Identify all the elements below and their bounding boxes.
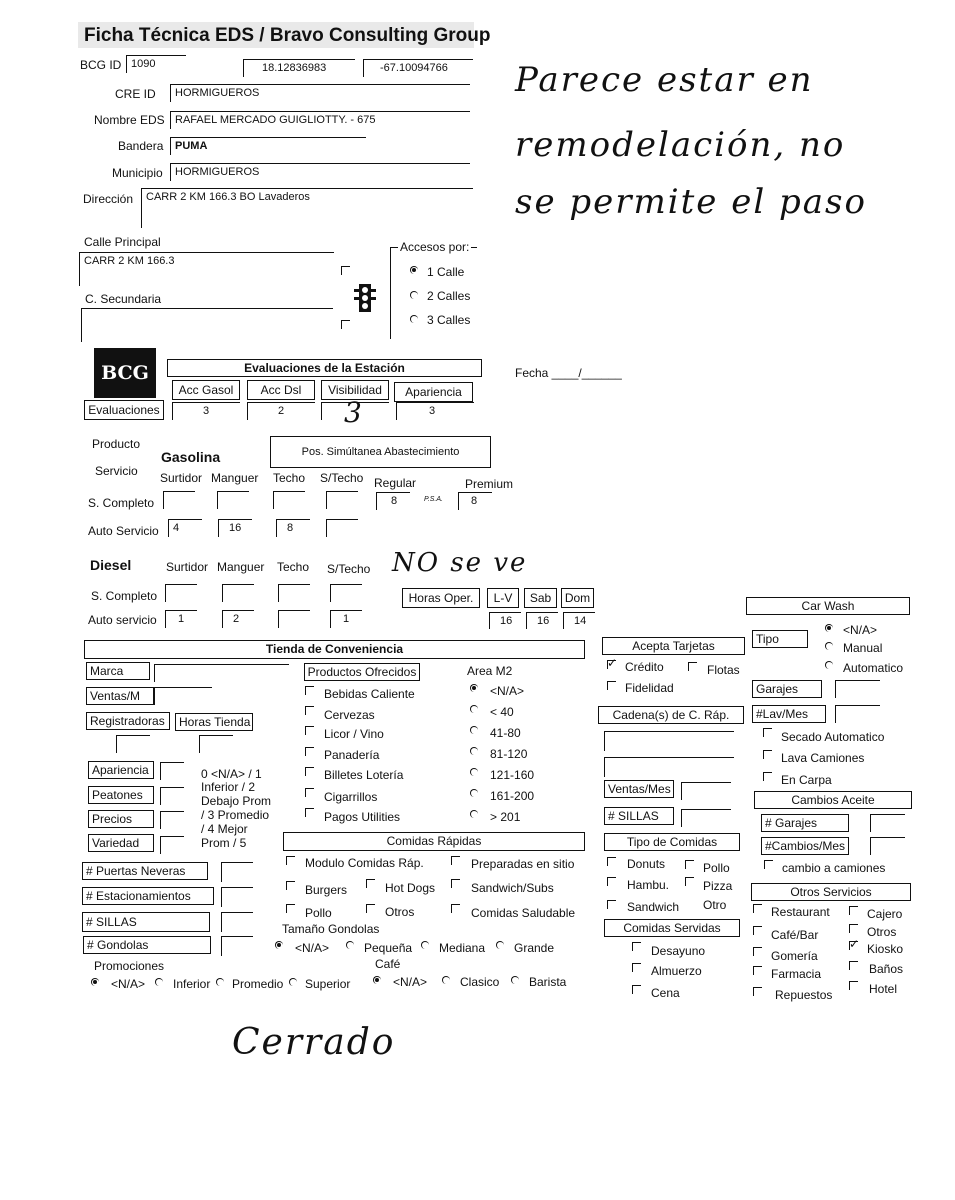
promo-superior-label: Superior bbox=[305, 977, 351, 991]
area-161-200-label: 161-200 bbox=[490, 789, 535, 803]
hambu-label: Hambu. bbox=[627, 878, 670, 892]
cajero-label: Cajero bbox=[867, 907, 903, 921]
gas-as-surtidor[interactable]: 4 bbox=[168, 519, 202, 537]
licor-label: Licor / Vino bbox=[324, 727, 384, 741]
bebidas-label: Bebidas Caliente bbox=[324, 687, 415, 701]
flotas-check[interactable] bbox=[688, 662, 697, 671]
rating-legend-5: / 4 Mejor bbox=[201, 822, 248, 836]
hotdogs-check[interactable] bbox=[366, 879, 375, 888]
diesel-as-manguer[interactable]: 2 bbox=[222, 610, 254, 628]
cigarrillos-check[interactable] bbox=[305, 788, 314, 797]
lav-mes-field[interactable] bbox=[835, 705, 880, 723]
latitude-field[interactable]: 18.12836983 bbox=[243, 59, 355, 77]
cambio-camiones-check[interactable] bbox=[764, 860, 773, 869]
horas-tienda-field[interactable] bbox=[199, 735, 233, 753]
gondola-mediana-label: Mediana bbox=[439, 941, 486, 955]
cadena-field-1[interactable] bbox=[604, 731, 734, 751]
longitude-field[interactable]: -67.10094766 bbox=[363, 59, 473, 77]
gas-col-manguer: Manguer bbox=[211, 471, 259, 485]
saludable-check[interactable] bbox=[451, 904, 460, 913]
bcg-id-label: BCG ID bbox=[80, 58, 122, 72]
donuts-label: Donuts bbox=[627, 857, 666, 871]
diesel-handwritten-note: NO se ve bbox=[392, 548, 528, 578]
regular-label: Regular bbox=[374, 476, 417, 490]
lav-mes-label: #Lav/Mes bbox=[752, 705, 826, 723]
eval-apariencia-value[interactable]: 3 bbox=[396, 402, 474, 420]
apariencia-field[interactable] bbox=[160, 762, 184, 780]
pizza-check[interactable] bbox=[685, 877, 694, 886]
gas-col-stecho: S/Techo bbox=[320, 471, 364, 485]
cr-sillas-label: # SILLAS bbox=[604, 807, 674, 825]
garajes-field[interactable] bbox=[835, 680, 880, 698]
area-121-160-label: 121-160 bbox=[490, 768, 535, 782]
area-81-120-radio[interactable] bbox=[470, 747, 478, 755]
tienda-title: Tienda de Conveniencia bbox=[84, 640, 585, 659]
gondola-na-label: <N/A> bbox=[295, 941, 330, 955]
calle-principal-field[interactable]: CARR 2 KM 166.3 bbox=[79, 252, 334, 286]
modulo-comidas-check[interactable] bbox=[286, 856, 295, 865]
diesel-col-surtidor: Surtidor bbox=[166, 560, 209, 574]
area-40-radio[interactable] bbox=[470, 705, 478, 713]
secado-check[interactable] bbox=[763, 728, 772, 737]
bandera-field[interactable]: PUMA bbox=[170, 137, 366, 155]
loteria-label: Billetes Lotería bbox=[324, 768, 404, 782]
car-wash-tipo: Tipo bbox=[752, 630, 808, 648]
direccion-label: Dirección bbox=[83, 192, 134, 206]
car-wash-auto-label: Automatico bbox=[843, 661, 904, 675]
promo-na-radio[interactable] bbox=[91, 978, 99, 986]
cadena-field-2[interactable] bbox=[604, 757, 734, 777]
pollo-label: Pollo bbox=[305, 906, 332, 920]
ventas-m-label: Ventas/M bbox=[86, 687, 154, 705]
car-wash-auto-radio[interactable] bbox=[825, 661, 833, 669]
comidas-rapidas-title: Comidas Rápidas bbox=[283, 832, 585, 851]
area-81-120-label: 81-120 bbox=[490, 747, 528, 761]
gas-as-stecho[interactable] bbox=[326, 519, 358, 537]
bcg-logo: BCG bbox=[94, 348, 156, 398]
lava-camiones-label: Lava Camiones bbox=[781, 751, 865, 765]
burgers-check[interactable] bbox=[286, 881, 295, 890]
repuestos-check[interactable] bbox=[753, 987, 762, 996]
hambu-check[interactable] bbox=[607, 877, 616, 886]
gomeria-label: Gomería bbox=[771, 949, 818, 963]
horas-oper-header: Horas Oper. bbox=[402, 588, 480, 608]
gas-s-completo-label: S. Completo bbox=[88, 496, 155, 510]
otros-comidas-label: Otros bbox=[385, 905, 415, 919]
en-carpa-label: En Carpa bbox=[781, 773, 832, 787]
burgers-label: Burgers bbox=[305, 883, 348, 897]
cre-id-label: CRE ID bbox=[115, 87, 156, 101]
gas-as-techo[interactable]: 8 bbox=[276, 519, 310, 537]
area-m2-title: Area M2 bbox=[467, 664, 513, 678]
sandwich-check[interactable] bbox=[451, 879, 460, 888]
almuerzo-check[interactable] bbox=[632, 963, 641, 972]
banos-label: Baños bbox=[869, 962, 904, 976]
diesel-sc-techo[interactable] bbox=[278, 584, 310, 602]
traffic-light-icon bbox=[353, 283, 377, 313]
bebidas-check[interactable] bbox=[305, 686, 314, 695]
horas-dom-header: Dom bbox=[561, 588, 594, 608]
cr-sillas-field[interactable] bbox=[681, 809, 731, 827]
calle-secundaria-label: C. Secundaria bbox=[85, 292, 162, 306]
area-201-label: > 201 bbox=[490, 810, 521, 824]
diesel-sc-manguer[interactable] bbox=[222, 584, 254, 602]
gas-col-surtidor: Surtidor bbox=[160, 471, 203, 485]
calle-principal-label: Calle Principal bbox=[84, 235, 161, 249]
cambios-aceite-title: Cambios Aceite bbox=[754, 791, 912, 809]
lava-camiones-check[interactable] bbox=[763, 750, 772, 759]
eval-acc-gasol-value[interactable]: 3 bbox=[172, 402, 240, 420]
cambios-mes-field[interactable] bbox=[870, 837, 905, 855]
diesel-col-stecho: S/Techo bbox=[327, 562, 371, 576]
estacionamientos-field[interactable] bbox=[221, 887, 253, 907]
cervezas-check[interactable] bbox=[305, 706, 314, 715]
cadena-title: Cadena(s) de C. Ráp. bbox=[598, 706, 744, 724]
cafe-barista-label: Barista bbox=[529, 975, 567, 989]
eval-header-apariencia: Apariencia bbox=[394, 382, 473, 402]
marca-field[interactable] bbox=[154, 664, 289, 682]
cafe-clasico-radio[interactable] bbox=[442, 976, 450, 984]
fecha-label: Fecha ____/______ bbox=[515, 366, 622, 380]
puertas-neveras-label: # Puertas Neveras bbox=[82, 862, 208, 880]
variedad-label: Variedad bbox=[88, 834, 154, 852]
eval-header-visibilidad: Visibilidad bbox=[321, 380, 389, 400]
fidelidad-label: Fidelidad bbox=[625, 681, 674, 695]
bandera-label: Bandera bbox=[118, 139, 164, 153]
pos-simultanea-header: Pos. Simúltanea Abastecimiento bbox=[270, 436, 491, 468]
cafe-bar-check[interactable] bbox=[753, 926, 762, 935]
almuerzo-label: Almuerzo bbox=[651, 964, 702, 978]
desayuno-label: Desayuno bbox=[651, 944, 706, 958]
cafe-clasico-label: Clasico bbox=[460, 975, 500, 989]
otros-servicios-title: Otros Servicios bbox=[751, 883, 911, 901]
pollo-tipo-check[interactable] bbox=[685, 860, 694, 869]
cafe-bar-label: Café/Bar bbox=[771, 928, 819, 942]
gas-sc-surtidor[interactable] bbox=[163, 491, 195, 509]
gondolas-label: # Gondolas bbox=[83, 936, 211, 954]
evaluaciones-button[interactable]: Evaluaciones bbox=[84, 400, 164, 420]
car-wash-na-radio[interactable] bbox=[825, 624, 833, 632]
promo-superior-radio[interactable] bbox=[289, 978, 297, 986]
premium-label: Premium bbox=[465, 477, 514, 491]
diesel-s-completo-label: S. Completo bbox=[91, 589, 158, 603]
promo-na-label: <N/A> bbox=[111, 977, 146, 991]
donuts-check[interactable] bbox=[607, 857, 616, 866]
accesos-3-label: 3 Calles bbox=[427, 313, 471, 327]
farmacia-check[interactable] bbox=[753, 966, 762, 975]
sillas-label: # SILLAS bbox=[82, 912, 210, 932]
preparadas-check[interactable] bbox=[451, 856, 460, 865]
area-41-80-radio[interactable] bbox=[470, 726, 478, 734]
apariencia-label: Apariencia bbox=[88, 761, 154, 779]
banos-check[interactable] bbox=[849, 961, 858, 970]
gas-sc-manguer[interactable] bbox=[217, 491, 249, 509]
pollo-tipo-label: Pollo bbox=[703, 861, 730, 875]
eval-acc-dsl-value[interactable]: 2 bbox=[247, 402, 315, 420]
sillas-field[interactable] bbox=[221, 912, 253, 932]
credito-check[interactable] bbox=[607, 660, 616, 669]
servicio-label: Servicio bbox=[95, 464, 138, 478]
accesos-title: Accesos por: bbox=[400, 240, 470, 254]
sandwich-tipo-check[interactable] bbox=[607, 900, 616, 909]
psa-note: P.S.A. bbox=[424, 496, 443, 503]
nombre-eds-field[interactable]: RAFAEL MERCADO GUIGLIOTTY. - 675 bbox=[170, 111, 470, 129]
utilities-check[interactable] bbox=[305, 808, 314, 817]
rating-legend-1: 0 <N/A> / 1 bbox=[201, 767, 262, 781]
gondola-mediana-radio[interactable] bbox=[421, 941, 429, 949]
gondola-grande-radio[interactable] bbox=[496, 941, 504, 949]
farmacia-label: Farmacia bbox=[771, 967, 822, 981]
regular-value[interactable]: 8 bbox=[376, 492, 410, 510]
promo-inferior-label: Inferior bbox=[173, 977, 211, 991]
restaurant-check[interactable] bbox=[753, 904, 762, 913]
gas-col-techo: Techo bbox=[273, 471, 306, 485]
utilities-label: Pagos Utilities bbox=[324, 810, 401, 824]
diesel-col-techo: Techo bbox=[277, 560, 310, 574]
cre-id-field[interactable]: HORMIGUEROS bbox=[170, 84, 470, 102]
accesos-2-label: 2 Calles bbox=[427, 289, 471, 303]
otros-check[interactable] bbox=[849, 924, 858, 933]
modulo-comidas-label: Modulo Comidas Ráp. bbox=[305, 856, 424, 870]
handwritten-note-line1: Parece estar en bbox=[515, 60, 814, 100]
car-wash-manual-radio[interactable] bbox=[825, 642, 833, 650]
kiosko-check[interactable] bbox=[849, 941, 858, 950]
tipo-comidas-title: Tipo de Comidas bbox=[604, 833, 740, 851]
cambios-garajes-field[interactable] bbox=[870, 814, 905, 832]
secado-label: Secado Automatico bbox=[781, 730, 885, 744]
hotel-check[interactable] bbox=[849, 981, 858, 990]
car-wash-na-label: <N/A> bbox=[843, 623, 878, 637]
estacionamientos-label: # Estacionamientos bbox=[82, 887, 214, 905]
handwritten-note-line3: se permite el paso bbox=[515, 182, 867, 222]
accesos-1-label: 1 Calle bbox=[427, 265, 465, 279]
kiosko-label: Kiosko bbox=[867, 942, 904, 956]
licor-check[interactable] bbox=[305, 726, 314, 735]
repuestos-label: Repuestos bbox=[775, 988, 833, 1002]
horas-tienda-label: Horas Tienda bbox=[175, 713, 253, 731]
nombre-eds-label: Nombre EDS bbox=[94, 113, 165, 127]
gondolas-field[interactable] bbox=[221, 936, 253, 956]
cafe-title: Café bbox=[375, 957, 401, 971]
car-wash-title: Car Wash bbox=[746, 597, 910, 615]
gondola-pequena-label: Pequeña bbox=[364, 941, 413, 955]
accesos-2-radio[interactable] bbox=[410, 291, 418, 299]
calle-principal-check[interactable] bbox=[341, 266, 350, 275]
diesel-auto-servicio-label: Auto servicio bbox=[88, 613, 157, 627]
area-161-200-radio[interactable] bbox=[470, 789, 478, 797]
peatones-field[interactable] bbox=[160, 787, 184, 805]
area-201-radio[interactable] bbox=[470, 810, 478, 818]
area-40-label: < 40 bbox=[490, 705, 514, 719]
gomeria-check[interactable] bbox=[753, 947, 762, 956]
registradoras-label: Registradoras bbox=[86, 712, 170, 730]
cafe-na-radio[interactable] bbox=[373, 976, 381, 984]
diesel-label: Diesel bbox=[90, 557, 132, 573]
precios-field[interactable] bbox=[160, 811, 184, 829]
accesos-1-radio[interactable] bbox=[410, 266, 418, 274]
variedad-field[interactable] bbox=[160, 836, 184, 854]
horas-dom-value[interactable]: 14 bbox=[563, 612, 595, 629]
ventas-m-field[interactable] bbox=[154, 687, 212, 705]
garajes-label: Garajes bbox=[752, 680, 822, 698]
desayuno-check[interactable] bbox=[632, 942, 641, 951]
horas-lv-header: L-V bbox=[487, 588, 519, 608]
gas-sc-stecho[interactable] bbox=[326, 491, 358, 509]
area-41-80-label: 41-80 bbox=[490, 726, 521, 740]
cena-label: Cena bbox=[651, 986, 680, 1000]
cafe-barista-radio[interactable] bbox=[511, 976, 519, 984]
handwritten-note-line2: remodelación, no bbox=[515, 125, 846, 165]
peatones-label: Peatones bbox=[88, 786, 154, 804]
accesos-3-radio[interactable] bbox=[410, 315, 418, 323]
sandwich-tipo-label: Sandwich bbox=[627, 900, 680, 914]
sandwich-label: Sandwich/Subs bbox=[471, 881, 554, 895]
eval-header-acc-gasol: Acc Gasol bbox=[172, 380, 240, 400]
rating-legend-6: Prom / 5 bbox=[201, 836, 247, 850]
rating-legend-3: Debajo Prom bbox=[201, 794, 272, 808]
hotdogs-label: Hot Dogs bbox=[385, 881, 436, 895]
cena-check[interactable] bbox=[632, 985, 641, 994]
precios-label: Precios bbox=[88, 810, 154, 828]
saludable-label: Comidas Saludable bbox=[471, 906, 576, 920]
municipio-field[interactable]: HORMIGUEROS bbox=[170, 163, 470, 181]
pollo-check[interactable] bbox=[286, 904, 295, 913]
calle-secundaria-field[interactable] bbox=[81, 308, 333, 342]
evaluaciones-title: Evaluaciones de la Estación bbox=[167, 359, 482, 377]
diesel-sc-stecho[interactable] bbox=[330, 584, 362, 602]
flotas-label: Flotas bbox=[707, 663, 740, 677]
form-title: Ficha Técnica EDS / Bravo Consulting Group bbox=[78, 22, 474, 48]
eval-header-acc-dsl: Acc Dsl bbox=[247, 380, 315, 400]
cafe-na-label: <N/A> bbox=[393, 975, 428, 989]
horas-lv-value[interactable]: 16 bbox=[489, 612, 521, 629]
diesel-as-stecho[interactable]: 1 bbox=[330, 610, 362, 628]
panaderia-label: Panadería bbox=[324, 748, 380, 762]
diesel-as-techo[interactable] bbox=[278, 610, 310, 628]
comidas-servidas-title: Comidas Servidas bbox=[604, 919, 740, 937]
cambios-mes-label: #Cambios/Mes bbox=[761, 837, 849, 855]
gondola-grande-label: Grande bbox=[514, 941, 555, 955]
ventas-mes-field[interactable] bbox=[681, 782, 731, 800]
cambio-camiones-label: cambio a camiones bbox=[782, 861, 886, 875]
rating-legend-2: Inferior / 2 bbox=[201, 780, 256, 794]
acepta-tarjetas-title: Acepta Tarjetas bbox=[602, 637, 745, 655]
diesel-col-manguer: Manguer bbox=[217, 560, 265, 574]
promo-promedio-radio[interactable] bbox=[216, 978, 224, 986]
bcg-id-field[interactable]: 1090 bbox=[126, 55, 186, 73]
diesel-as-surtidor[interactable]: 1 bbox=[165, 610, 197, 628]
horas-sab-value[interactable]: 16 bbox=[526, 612, 558, 629]
premium-value[interactable]: 8 bbox=[458, 492, 492, 510]
credito-label: Crédito bbox=[625, 660, 664, 674]
car-wash-manual-label: Manual bbox=[843, 641, 883, 655]
puertas-neveras-field[interactable] bbox=[221, 862, 253, 882]
tamano-gondolas-title: Tamaño Gondolas bbox=[282, 922, 380, 936]
calle-secundaria-check[interactable] bbox=[341, 320, 350, 329]
direccion-field[interactable]: CARR 2 KM 166.3 BO Lavaderos bbox=[141, 188, 473, 228]
gas-as-manguer[interactable]: 16 bbox=[218, 519, 252, 537]
registradoras-field[interactable] bbox=[116, 735, 150, 753]
restaurant-label: Restaurant bbox=[771, 905, 830, 919]
area-na-radio[interactable] bbox=[470, 684, 478, 692]
en-carpa-check[interactable] bbox=[763, 772, 772, 781]
gas-sc-techo[interactable] bbox=[273, 491, 305, 509]
cambios-garajes-label: # Garajes bbox=[761, 814, 849, 832]
productos-ofrecidos-title: Productos Ofrecidos bbox=[304, 663, 420, 681]
cerrado-handwritten: Cerrado bbox=[232, 1022, 396, 1063]
producto-label: Producto bbox=[92, 437, 141, 451]
municipio-label: Municipio bbox=[112, 166, 163, 180]
gasolina-label: Gasolina bbox=[161, 449, 221, 465]
panaderia-check[interactable] bbox=[305, 747, 314, 756]
eval-visibilidad-handwritten: 3 bbox=[344, 396, 364, 429]
pizza-label: Pizza bbox=[703, 879, 733, 893]
marca-label: Marca bbox=[86, 662, 150, 680]
area-na-label: <N/A> bbox=[490, 684, 525, 698]
rating-legend-4: / 3 Promedio bbox=[201, 808, 270, 822]
loteria-check[interactable] bbox=[305, 767, 314, 776]
fidelidad-check[interactable] bbox=[607, 681, 616, 690]
promo-inferior-radio[interactable] bbox=[155, 978, 163, 986]
horas-sab-header: Sab bbox=[524, 588, 557, 608]
promo-promedio-label: Promedio bbox=[232, 977, 284, 991]
cajero-check[interactable] bbox=[849, 906, 858, 915]
gas-auto-servicio-label: Auto Servicio bbox=[88, 524, 159, 538]
cervezas-label: Cervezas bbox=[324, 708, 375, 722]
otros-label: Otros bbox=[867, 925, 897, 939]
ventas-mes-label: Ventas/Mes bbox=[604, 780, 674, 798]
diesel-sc-surtidor[interactable] bbox=[165, 584, 197, 602]
otro-tipo-label: Otro bbox=[703, 898, 727, 912]
preparadas-label: Preparadas en sitio bbox=[471, 857, 575, 871]
hotel-label: Hotel bbox=[869, 982, 898, 996]
area-121-160-radio[interactable] bbox=[470, 768, 478, 776]
gondola-na-radio[interactable] bbox=[275, 941, 283, 949]
cigarrillos-label: Cigarrillos bbox=[324, 790, 378, 804]
promociones-title: Promociones bbox=[94, 959, 165, 973]
gondola-pequena-radio[interactable] bbox=[346, 941, 354, 949]
otros-comidas-check[interactable] bbox=[366, 904, 375, 913]
